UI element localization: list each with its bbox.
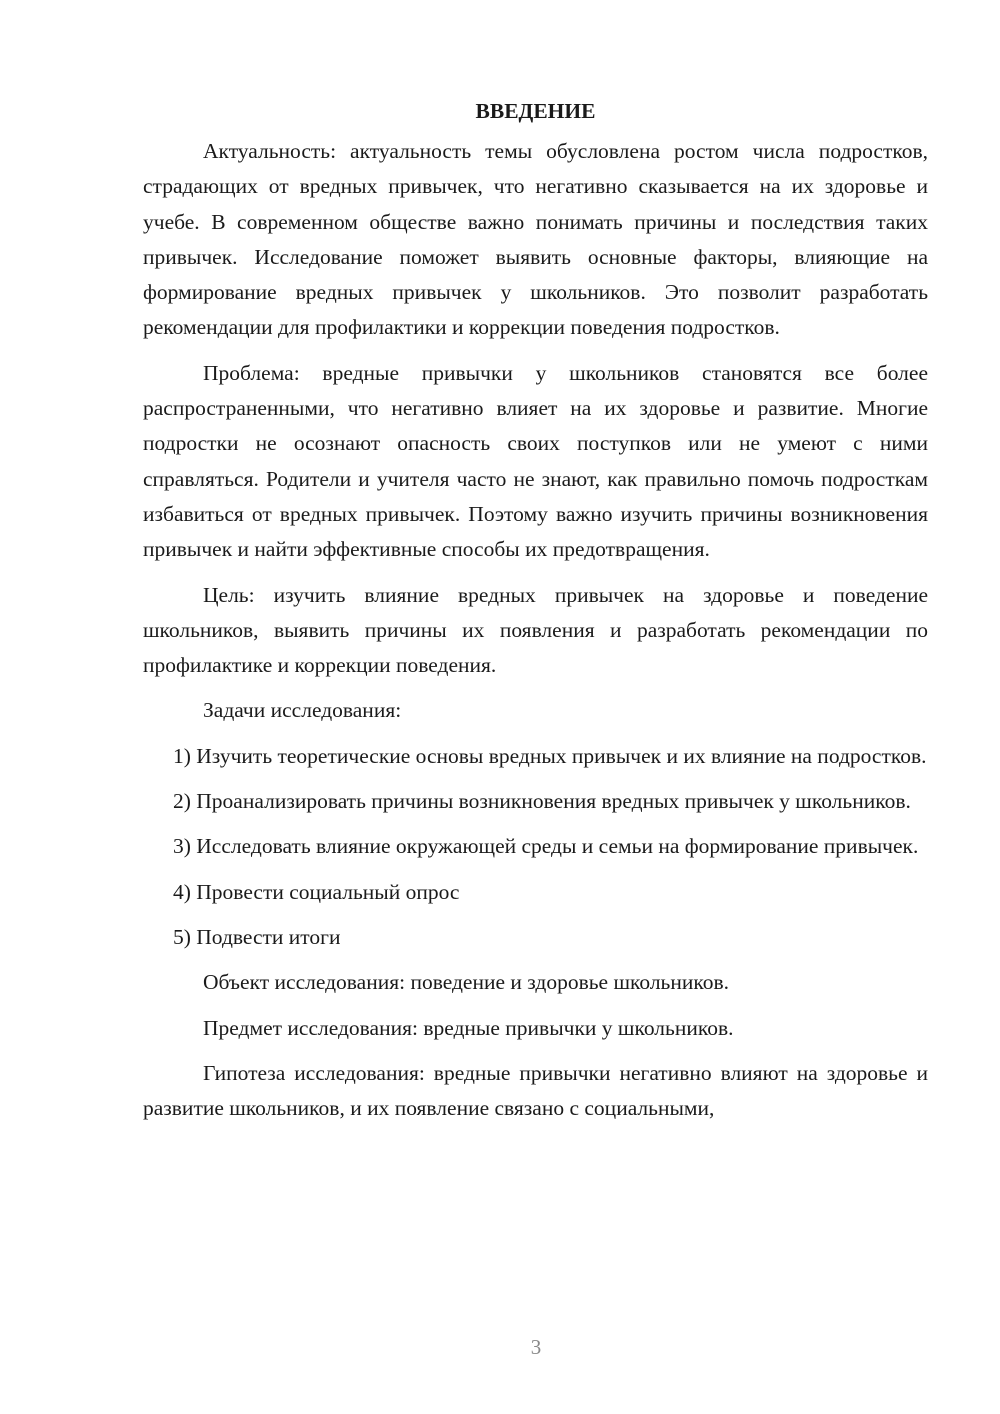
task-item: 2) Проанализировать причины возникновения вредных привычек у школьников. [173, 789, 911, 814]
page-number: 3 [530, 1335, 542, 1359]
subject-paragraph: Предмет исследования: вредные привычки у школьников. [203, 1015, 734, 1040]
document-body [143, 94, 928, 1126]
problem-paragraph: Проблема: вредные привычки у школьников становятся все более распространенными, что негативно влияет на их здоровье и развитие. Многие подростки не осознают опасность своих поступков или не умеют с ними справляться. Родители и учителя часто не знают, как правильно помочь подросткам избавиться от вредных привычек. Поэтому важно изучить причины возникновения привычек и найти эффективные способы их предотвращения. [143, 360, 928, 562]
section-title: ВВЕДЕНИЕ [475, 99, 596, 123]
hypothesis-paragraph: Гипотеза исследования: вредные привычки негативно влияют на здоровье и развитие школьников, и их появление связано с социальными, [143, 1060, 928, 1121]
relevance-paragraph: Актуальность: актуальность темы обусловлена ростом числа подростков, страдающих от вредных привычек, что негативно сказывается на их здоровье и учебе. В современном обществе важно понимать причины и последствия таких привычек. Исследование поможет выявить основные факторы, влияющие на формирование вредных привычек у школьников. Это позволит разработать рекомендации для профилактики и коррекции поведения подростков. [143, 139, 928, 340]
object-paragraph: Объект исследования: поведение и здоровье школьников. [203, 970, 730, 995]
task-item: 1) Изучить теоретические основы вредных привычек и их влияние на подростков. [173, 743, 927, 768]
task-item: 4) Провести социальный опрос [173, 879, 460, 904]
goal-paragraph: Цель: изучить влияние вредных привычек на здоровье и поведение школьников, выявить причины их появления и разработать рекомендации по профилактике и коррекции поведения. [143, 582, 928, 678]
task-item: 5) Подвести итоги [173, 924, 341, 949]
task-item: 3) Исследовать влияние окружающей среды и семьи на формирование привычек. [173, 834, 919, 859]
tasks-heading: Задачи исследования: [203, 698, 402, 723]
